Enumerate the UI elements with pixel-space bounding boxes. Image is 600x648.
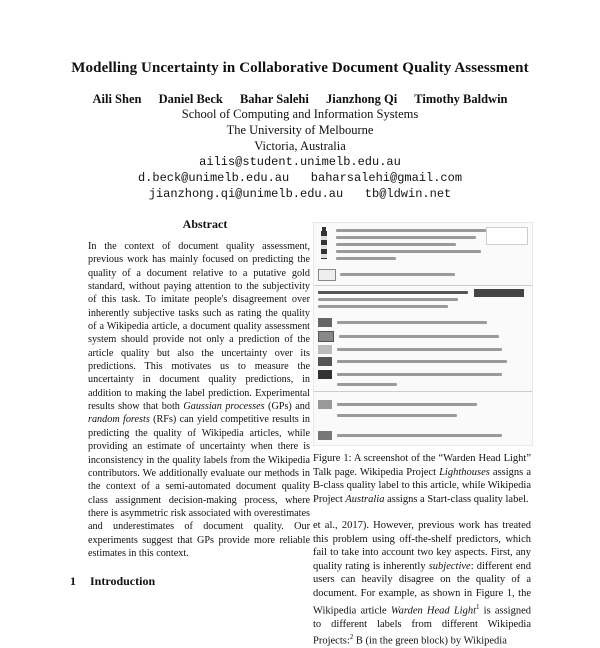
quality-box bbox=[318, 269, 336, 281]
figure-screenshot bbox=[313, 222, 533, 446]
lighthouse-icon bbox=[318, 227, 330, 263]
affiliation-location: Victoria, Australia bbox=[254, 139, 346, 153]
author-name: Timothy Baldwin bbox=[414, 92, 508, 106]
section-heading: 1 Introduction bbox=[70, 574, 156, 588]
author-name: Aili Shen bbox=[92, 92, 142, 106]
author-list bbox=[0, 92, 600, 107]
author-name: Daniel Beck bbox=[158, 92, 223, 106]
project-icon bbox=[318, 370, 332, 379]
project-icon bbox=[318, 400, 332, 409]
affiliation-school: School of Computing and Information Systems bbox=[181, 107, 419, 121]
class-b-box bbox=[486, 227, 528, 245]
abstract-text: In the context of document quality assessment, previous work has mainly focused on predicting the quality of a document relative to a putative gold standard, without paying attention to the subjectivity of this task. To imitate people's disagreement over inherently subjective tasks such as rating the quality of a Wikipedia article, a document quality assessment system should provide not only a prediction of the article quality but also the uncertainty over its predictions. This motivates us to measure the uncertainty in document quality predictions, in addition to making the label prediction. Experimental results show that both Gaussian processes (GPs) and random forests (RFs) can yield competitive results in predicting the quality of Wikipedia articles, while providing an estimate of uncertainty when there is inconsistency in the quality labels from the Wikipedia contributors. We additionally evaluate our methods in the context of a semi-automated document quality class assignment decision-making process, where there is asymmetric risk associated with overestimates and underestimates of document quality. Our experiments suggest that GPs provide more reliable estimates in this context. bbox=[88, 241, 310, 559]
project-icon bbox=[318, 357, 332, 366]
email-line: ailis@student.unimelb.edu.au bbox=[199, 155, 401, 169]
project-icon bbox=[318, 318, 332, 327]
author-name: Jianzhong Qi bbox=[325, 92, 398, 106]
project-icon bbox=[318, 431, 332, 440]
email-line: jianzhong.qi@unimelb.edu.au tb@ldwin.net bbox=[148, 187, 452, 201]
affiliation-university: The University of Melbourne bbox=[226, 123, 374, 137]
paper-title: Modelling Uncertainty in Collaborative Document Quality Assessment bbox=[71, 60, 529, 76]
figure-caption: Figure 1: A screenshot of the “Warden Head Light” Talk page. Wikipedia Project Lighthouses assigns a B-class quality label to this article, while Wikipedia Project Australia assigns a Start-class quality label. bbox=[313, 453, 531, 506]
email-line: d.beck@unimelb.edu.au baharsalehi@gmail.com bbox=[137, 171, 463, 185]
author-name: Bahar Salehi bbox=[239, 92, 309, 106]
banner-dark bbox=[474, 289, 524, 297]
project-icon bbox=[318, 345, 332, 354]
body-text: et al., 2017). However, previous work has treated this problem using off-the-shelf predictors, which fail to take into account two key aspects. First, any quality rating is inherently subjective: different end users can heavily disagree on the quality of a document. For example, as shown in Figure 1, the Wikipedia article Warden Head Light$^1$ is assigned to different labels from different Wikipedia Projects:$^2$ B (in the green block) by Wikipedia bbox=[313, 520, 532, 647]
abstract-heading: Abstract bbox=[182, 217, 228, 231]
project-icon bbox=[318, 331, 334, 342]
